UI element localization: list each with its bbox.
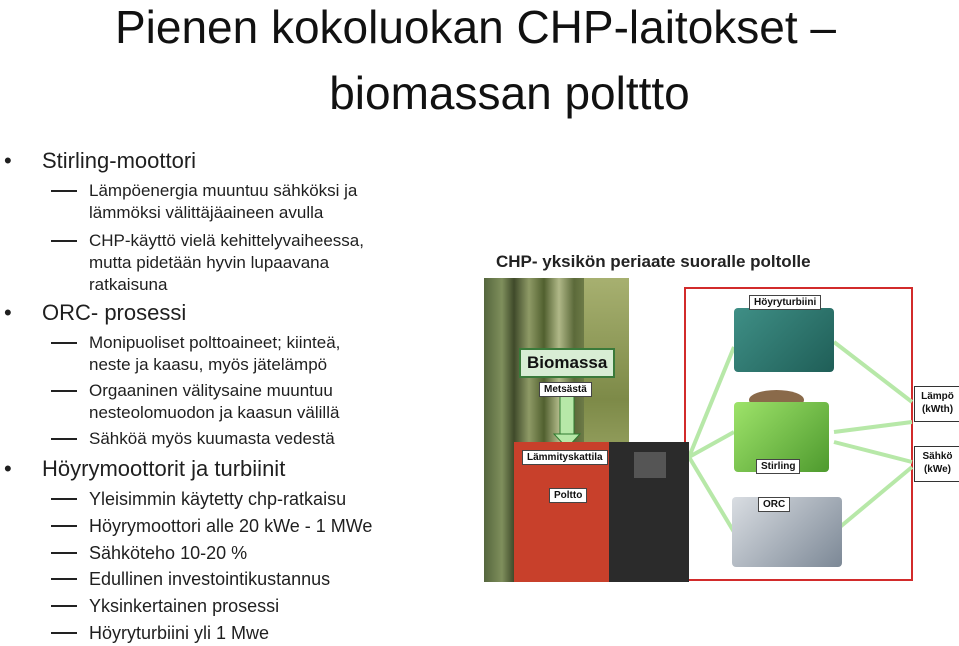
- sub-bullet: [89, 622, 269, 644]
- bullet-hoyry: [4, 456, 286, 482]
- dash-icon: [51, 240, 77, 242]
- sub-bullet: [89, 568, 330, 590]
- sub-bullet: [89, 595, 279, 617]
- slide-title-line1: Pienen kokoluokan CHP-laitokset –: [114, 1, 837, 53]
- dash-icon: [51, 632, 77, 634]
- metsasta-label: Metsästä: [539, 382, 592, 397]
- sub-bullet-cont: [89, 202, 323, 224]
- sub-bullet-text: Monipuoliset polttoaineet; kiinteä,: [89, 333, 341, 352]
- sub-bullet-cont: [89, 252, 329, 274]
- sub-bullet-text: mutta pidetään hyvin lupaavana: [89, 253, 330, 272]
- sub-bullet: [89, 515, 372, 537]
- sub-bullet-text: Höyrymoottori alle 20 kWe - 1 MWe: [89, 516, 373, 536]
- arrow-power: [834, 442, 912, 462]
- sub-bullet-text: Höyryturbiini yli 1 Mwe: [89, 623, 270, 643]
- bullet-dot-icon: •: [4, 456, 12, 481]
- dash-icon: [51, 578, 77, 580]
- sub-bullet-text: Lämpöenergia muuntuu sähköksi ja: [89, 181, 358, 200]
- dash-icon: [51, 525, 77, 527]
- biomassa-label: Biomassa: [519, 348, 615, 378]
- arrow-heat: [834, 342, 912, 402]
- sub-bullet-cont: [89, 274, 167, 296]
- arrow-turbine: [689, 347, 734, 457]
- sub-bullet-cont: [89, 354, 327, 376]
- steam-turbine-image: [734, 308, 834, 372]
- hoyryturbiini-label: Höyryturbiini: [749, 295, 821, 310]
- sahko-box: [914, 446, 959, 482]
- arrow-heat2: [834, 422, 912, 432]
- sub-bullet: [89, 332, 340, 354]
- sub-bullet-text: lämmöksi välittäjäaineen avulla: [89, 203, 324, 222]
- dash-icon: [51, 438, 77, 440]
- dash-icon: [51, 190, 77, 192]
- slide-title-line2: biomassan polttto: [329, 67, 690, 119]
- lammityskattila-label: Lämmityskattila: [522, 450, 608, 465]
- bullet-text: ORC- prosessi: [42, 300, 187, 325]
- boiler-vent: [634, 452, 666, 478]
- sahko-label: Sähkö (kWe): [922, 451, 953, 475]
- sub-bullet-text: ratkaisuna: [89, 275, 168, 294]
- figure-title: CHP- yksikön periaate suoralle poltolle: [496, 252, 811, 271]
- bullet-dot-icon: •: [4, 148, 12, 173]
- sub-bullet-text: Yleisimmin käytetty chp-ratkaisu: [89, 489, 347, 509]
- sub-bullet-text: Yksinkertainen prosessi: [89, 596, 280, 616]
- bullet-orc: [4, 300, 187, 326]
- dash-icon: [51, 342, 77, 344]
- dash-icon: [51, 498, 77, 500]
- sub-bullet: [89, 488, 346, 510]
- bullet-text: Höyrymoottorit ja turbiinit: [42, 456, 286, 481]
- bullet-dot-icon: •: [4, 300, 12, 325]
- sub-bullet-text: nesteolomuodon ja kaasun välillä: [89, 403, 340, 422]
- sub-bullet-text: Sähköä myös kuumasta vedestä: [89, 429, 335, 448]
- stirling-label: Stirling: [756, 459, 800, 474]
- chp-diagram-figure: [484, 242, 959, 582]
- dash-icon: [51, 552, 77, 554]
- bullet-stirling: [4, 148, 197, 174]
- bullet-text: Stirling-moottori: [42, 148, 197, 173]
- arrow-down-shaft: [560, 394, 574, 434]
- lampo-label: Lämpö (kWth): [921, 391, 954, 415]
- sub-bullet: [89, 230, 364, 252]
- sub-bullet-text: CHP-käyttö vielä kehittelyvaiheessa,: [89, 231, 364, 250]
- arrow-power2: [834, 467, 912, 532]
- dash-icon: [51, 390, 77, 392]
- sub-bullet: [89, 428, 335, 450]
- sub-bullet-text: Edullinen investointikustannus: [89, 569, 331, 589]
- sub-bullet-text: Sähköteho 10-20 %: [89, 543, 248, 563]
- arrow-orc: [689, 457, 734, 532]
- sub-bullet: [89, 542, 247, 564]
- dash-icon: [51, 605, 77, 607]
- sub-bullet: [89, 180, 357, 202]
- sub-bullet: [89, 380, 333, 402]
- sub-bullet-text: Orgaaninen välitysaine muuntuu: [89, 381, 333, 400]
- orc-label: ORC: [758, 497, 790, 512]
- poltto-label: Poltto: [549, 488, 587, 503]
- lampo-box: [914, 386, 959, 422]
- sub-bullet-text: neste ja kaasu, myös jätelämpö: [89, 355, 328, 374]
- sub-bullet-cont: [89, 402, 339, 424]
